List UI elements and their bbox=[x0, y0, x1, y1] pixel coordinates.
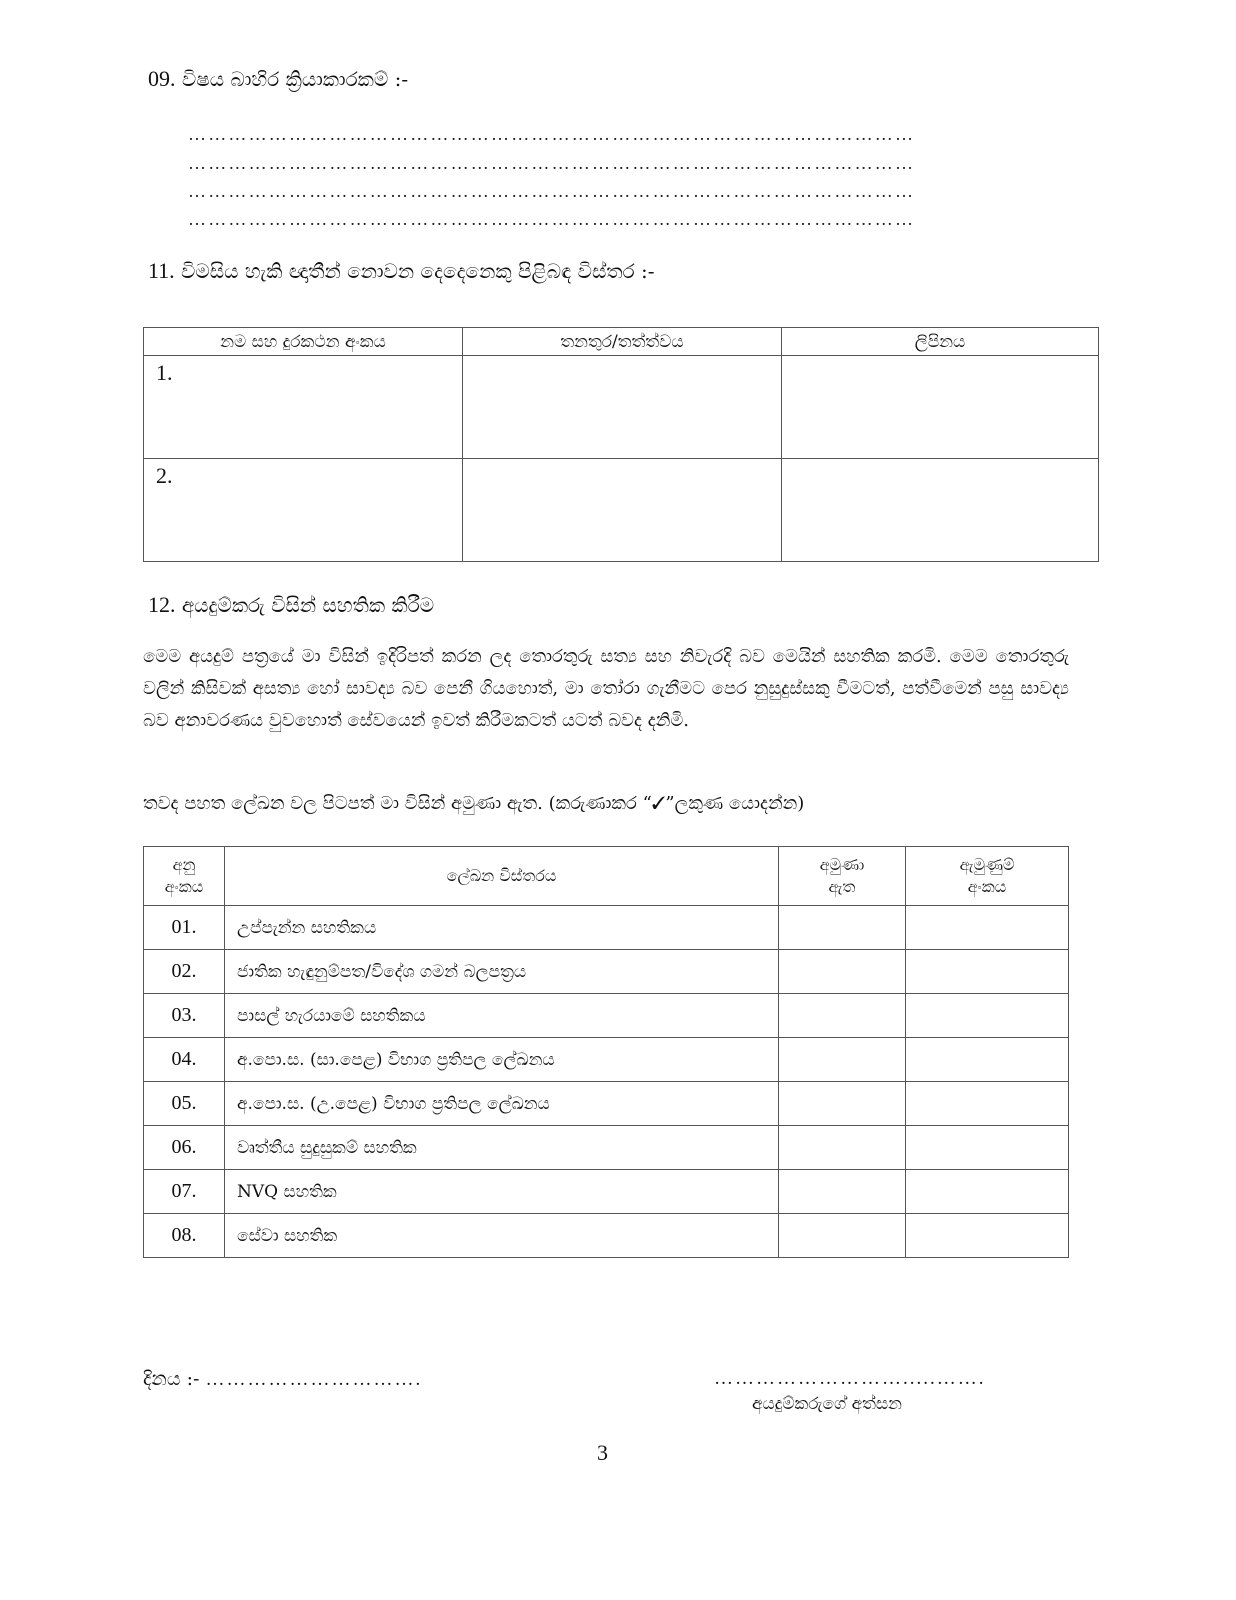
section-09-title: විෂය බාහිර ක්‍රියාකාරකම් :- bbox=[181, 67, 409, 91]
dotted-answer-line[interactable]: ……………………………………………………………………………………………… bbox=[188, 209, 916, 229]
table-row bbox=[144, 459, 1099, 562]
section-12-heading bbox=[148, 592, 434, 618]
table-row bbox=[144, 1214, 1069, 1258]
referees-header-name: නම සහ දුරකථන අංකය bbox=[144, 328, 463, 356]
section-09-heading bbox=[148, 66, 408, 92]
doc-description: පාසල් හැරයාමේ සහතිකය bbox=[225, 994, 779, 1038]
page-number: 3 bbox=[597, 1440, 608, 1465]
referee-1-name-cell[interactable] bbox=[144, 356, 463, 459]
referees-table bbox=[143, 327, 1099, 562]
doc-attached-checkbox[interactable] bbox=[779, 1082, 906, 1126]
signature-label: අයදුම්කරුගේ අත්සන bbox=[752, 1394, 902, 1414]
doc-serial: 01. bbox=[144, 906, 225, 950]
referee-2-name-cell[interactable] bbox=[144, 459, 463, 562]
doc-description: ජාතික හැඳුනුම්පත/විදේශ ගමන් බලපත්‍රය bbox=[225, 950, 779, 994]
table-row bbox=[144, 1126, 1069, 1170]
section-12-title: අයදුම්කරු විසින් සහතික කිරීම bbox=[181, 593, 435, 617]
docs-header-attached-line2: ඇත bbox=[828, 877, 856, 896]
referees-header-position: තනතුර/තත්ත්වය bbox=[463, 328, 782, 356]
dotted-answer-line[interactable]: ……………………………………………………………………………………………… bbox=[188, 181, 916, 201]
section-11-heading bbox=[148, 258, 655, 284]
table-row bbox=[144, 906, 1069, 950]
docs-header-description: ලේඛන විස්තරය bbox=[225, 847, 779, 906]
attachment-note: තවද පහත ලේඛන වල පිටපත් මා විසින් අමුණා ඇත. (කරුණාකර “✓”ලකුණ යොදන්න) bbox=[143, 793, 805, 814]
docs-header-annex-line2: අංකය bbox=[967, 877, 1007, 896]
doc-attached-checkbox[interactable] bbox=[779, 1038, 906, 1082]
docs-header-serial-line1: අනු bbox=[172, 855, 196, 874]
docs-header-serial-line2: අංකය bbox=[164, 877, 204, 896]
section-11-number: 11. bbox=[148, 258, 175, 283]
table-row bbox=[144, 994, 1069, 1038]
referee-2-address-cell[interactable] bbox=[782, 459, 1099, 562]
docs-header-annex-line1: ඇමුණුම් bbox=[959, 855, 1015, 874]
section-12-number: 12. bbox=[148, 592, 176, 617]
referee-1-position-cell[interactable] bbox=[463, 356, 782, 459]
section-09-number: 09. bbox=[148, 66, 176, 91]
doc-description: වෘත්තීය සුදුසුකම් සහතික bbox=[225, 1126, 779, 1170]
doc-annex-number-field[interactable] bbox=[906, 1170, 1069, 1214]
referee-row-number: 2. bbox=[156, 463, 173, 488]
doc-serial: 04. bbox=[144, 1038, 225, 1082]
referee-2-position-cell[interactable] bbox=[463, 459, 782, 562]
doc-serial: 06. bbox=[144, 1126, 225, 1170]
doc-attached-checkbox[interactable] bbox=[779, 1214, 906, 1258]
doc-annex-number-field[interactable] bbox=[906, 906, 1069, 950]
doc-description: NVQ සහතික bbox=[225, 1170, 779, 1214]
doc-annex-number-field[interactable] bbox=[906, 1082, 1069, 1126]
doc-annex-number-field[interactable] bbox=[906, 950, 1069, 994]
docs-header-attached-line1: අමුණා bbox=[819, 855, 865, 874]
doc-attached-checkbox[interactable] bbox=[779, 994, 906, 1038]
table-row bbox=[144, 1082, 1069, 1126]
doc-attached-checkbox[interactable] bbox=[779, 1170, 906, 1214]
doc-serial: 05. bbox=[144, 1082, 225, 1126]
declaration-paragraph: මෙම අයදුම් පත්‍රයේ මා විසින් ඉදිරිපත් කරන ලද තොරතුරු සත්‍ය සහ නිවැරදි බව මෙයින් සහතික කරමි. මෙම තොරතුරු වලින් කිසිවක් අසත්‍ය හෝ සාවද්‍ය බව පෙනී ගියහොත්, මා තෝරා ගැනීමට පෙර නුසුදුස්සකු වීමටත්, පත්වීමෙන් පසු සාවද්‍ය බව අනාවරණය වුවහොත් සේවයෙන් ඉවත් කිරීමකටත් යටත් බවද දනිමි. bbox=[143, 646, 1069, 731]
table-row bbox=[144, 356, 1099, 459]
doc-attached-checkbox[interactable] bbox=[779, 950, 906, 994]
referee-row-number: 1. bbox=[156, 360, 173, 385]
table-row bbox=[144, 1170, 1069, 1214]
doc-attached-checkbox[interactable] bbox=[779, 1126, 906, 1170]
referee-1-address-cell[interactable] bbox=[782, 356, 1099, 459]
doc-description: උප්පැන්න සහතිකය bbox=[225, 906, 779, 950]
date-label: දිනය :- bbox=[143, 1368, 200, 1390]
referees-header-address: ලිපිනය bbox=[782, 328, 1099, 356]
doc-description: සේවා සහතික bbox=[225, 1214, 779, 1258]
table-row bbox=[144, 950, 1069, 994]
docs-header-serial bbox=[144, 847, 225, 906]
table-row bbox=[144, 1038, 1069, 1082]
doc-attached-checkbox[interactable] bbox=[779, 906, 906, 950]
dotted-answer-line[interactable]: ……………………………………………………………………………………………… bbox=[188, 124, 916, 144]
doc-serial: 08. bbox=[144, 1214, 225, 1258]
docs-header-attached bbox=[779, 847, 906, 906]
signature-line[interactable]: ……………………….....……. bbox=[714, 1368, 986, 1389]
dotted-answer-line[interactable]: ……………………………………………………………………………………………… bbox=[188, 153, 916, 173]
doc-annex-number-field[interactable] bbox=[906, 994, 1069, 1038]
doc-serial: 03. bbox=[144, 994, 225, 1038]
date-dots: …………………………. bbox=[205, 1369, 423, 1390]
doc-description: අ.පො.ස. (උ.පෙළ) විභාග ප්‍රතිපල ලේඛනය bbox=[225, 1082, 779, 1126]
doc-serial: 07. bbox=[144, 1170, 225, 1214]
doc-description: අ.පො.ස. (සා.පෙළ) විභාග ප්‍රතිපල ලේඛනය bbox=[225, 1038, 779, 1082]
doc-annex-number-field[interactable] bbox=[906, 1214, 1069, 1258]
doc-annex-number-field[interactable] bbox=[906, 1038, 1069, 1082]
doc-annex-number-field[interactable] bbox=[906, 1126, 1069, 1170]
section-11-title: විමසිය හැකි ඥාතීන් නොවන දෙදෙනෙකු පිළිබඳ විස්තර :- bbox=[181, 259, 655, 283]
docs-header-annex bbox=[906, 847, 1069, 906]
date-field[interactable] bbox=[143, 1368, 422, 1391]
documents-table bbox=[143, 846, 1069, 1258]
doc-serial: 02. bbox=[144, 950, 225, 994]
